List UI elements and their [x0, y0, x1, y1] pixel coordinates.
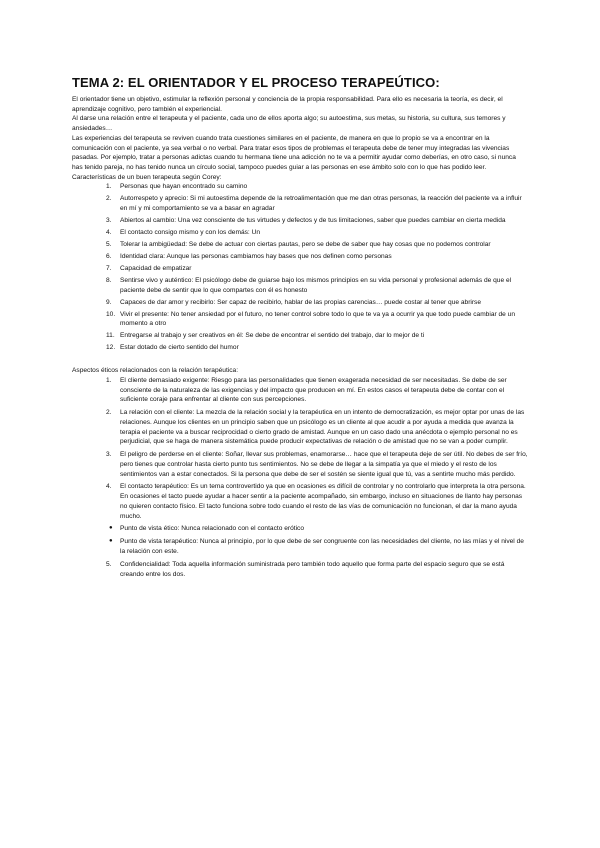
corey-characteristics-list — [72, 182, 528, 353]
list-bullet-item — [72, 524, 528, 534]
list-item — [72, 331, 528, 341]
list-item-text: Capacidad de empatizar — [120, 265, 192, 273]
list-item-text: Confidencialidad: Toda aquella información suministrada pero también todo aquello que forma parte del espacio seguro que se está creando entre los dos. — [120, 560, 505, 578]
list-item — [72, 376, 528, 405]
list-item-text: Entregarse al trabajo y ser creativos en él: Se debe de encontrar el sentido del trabajo, dar lo mejor de ti — [120, 332, 425, 340]
list-item — [72, 194, 528, 213]
list-number: 6. — [106, 253, 112, 261]
list-item — [72, 450, 528, 479]
paragraph: Las experiencias del terapeuta se reviven cuando trata cuestiones similares en el paciente, de manera en que lo propio se va a encontrar en la comunicación con el paciente, ya sea verbal o no verbal. Para tratar esos tipos de problemas el terapeuta debe de tener muy integradas las vivencias pasadas. Por ejemplo, tratar a personas adictas cuando tu hermana tiene una adicción no te va a permitir ayudar como deberías, en otro caso, si nunca has tenido pareja, no has tenido nunca un círculo social, tampoco puedes guiar a las personas en ese ámbito solo con lo que has podido leer. — [72, 134, 516, 171]
list-item-text: Tolerar la ambigüedad: Se debe de actuar con ciertas pautas, pero se debe de saber que hay cosas que no podemos controlar — [120, 241, 491, 249]
list-item-text: Sentirse vivo y auténtico: El psicólogo debe de guiarse bajo los mismos principios en su vida personal y profesional además de que el paciente debe de sentir que lo que compartes con él es honesto — [120, 277, 512, 294]
list-number: 1. — [106, 376, 112, 384]
list-item — [72, 560, 528, 579]
list-number: 10. — [106, 310, 116, 318]
list-item-text: El contacto terapéutico: Es un tema controvertido ya que en ocasiones es difícil de controlar y no controlarlo que interpreta la otra persona. En ocasiones el tacto puede ayudar a hacer sentir a la paciente acompañado, sin embargo, incluso en situaciones de llanto hay personas no quieren contacto físico. El tacto funciona sobre todo cuando el resto de las vías de comunicación no funcionan, el dar la mano ayuda mucho. — [120, 483, 526, 520]
list-item — [72, 482, 528, 521]
list-number: 5. — [106, 241, 112, 249]
list-number: 11. — [106, 332, 115, 340]
list-item — [72, 240, 528, 250]
paragraph: Al darse una relación entre el terapeuta y el paciente, cada uno de ellos aporta algo; su autoestima, sus metas, su historia, su cultura, sus temores y ansiedades… — [72, 115, 506, 133]
document-body — [72, 75, 528, 583]
list-item-text: El peligro de perderse en el cliente: Soñar, llevar sus problemas, enamorarse… hace que el terapeuta deje de ser útil. No debes de ser frío, pero tienes que controlar hasta cierto punto tus sentimientos. No se debe de llegar a la simpatía ya que el miedo y el resto de los sentimientos van a estar conectados. Si la persona que debe de ser el sostén se siente igual que tú, vas a sentirte mucho más perdido. — [120, 451, 528, 478]
list-number: 3. — [106, 451, 112, 459]
list-item-text: Punto de vista ético: Nunca relacionado con el contacto erótico — [120, 525, 305, 533]
list-item-text: El contacto consigo mismo y con los demás: Un — [120, 229, 260, 237]
list-number: 1. — [106, 183, 112, 191]
list-item — [72, 276, 528, 295]
list-item-text: El cliente demasiado exigente: Riesgo para las personalidades que tienen exagerada necesidad de ser necesitadas. Se debe de ser consciente de la naturaleza de las exigencias y del impacto que producen en mí. En estos casos el terapeuta debe de contar con el suficiente coraje para enfrentar al cliente con sus percepciones. — [120, 376, 507, 404]
section-heading-corey: Características de un buen terapeuta según Corey: — [72, 173, 222, 181]
list-item-text: Punto de vista terapéutico: Nunca al principio, por lo que debe de ser congruente con las necesidades del cliente, no las mías y el nivel de la relación con este. — [120, 538, 524, 556]
list-item — [72, 298, 528, 308]
bullet-icon: ● — [109, 538, 113, 545]
bullet-icon: ● — [109, 525, 113, 532]
list-number: 4. — [106, 483, 112, 491]
list-item — [72, 408, 528, 447]
list-item — [72, 182, 528, 192]
list-item-text: Personas que hayan encontrado su camino — [120, 183, 248, 191]
list-number: 5. — [106, 560, 112, 568]
list-number: 7. — [106, 265, 112, 273]
list-item-text: Abiertos al cambio: Una vez consciente de tus virtudes y defectos y de tus limitaciones, saber que puedes cambiar en cierta medida — [120, 217, 506, 225]
list-item — [72, 343, 528, 353]
list-item — [72, 252, 528, 262]
list-item-text: Vivir el presente: No tener ansiedad por el futuro, no tener control sobre todo lo que te va ya a ocurrir ya que todo puede cambiar de un momento a otro — [120, 310, 516, 328]
ethical-aspects-list — [72, 376, 528, 579]
list-item-text: Identidad clara: Aunque las personas cambiamos hay bases que nos definen como personas — [120, 253, 392, 261]
list-item-text: Estar dotado de cierto sentido del humor — [120, 344, 239, 352]
list-bullet-item — [72, 537, 528, 556]
list-number: 9. — [106, 298, 112, 306]
list-item — [72, 310, 528, 329]
list-item — [72, 216, 528, 226]
list-item-text: Capaces de dar amor y recibirlo: Ser capaz de recibirlo, hablar de las propias carencias… puede costar al tener que abrirse — [120, 298, 482, 306]
list-number: 4. — [106, 229, 112, 237]
paragraph: El orientador tiene un objetivo, estimular la reflexión personal y conciencia de la propia responsabilidad. Para ello es necesaria la teoría, es decir, el aprendizaje cognitivo, pero también el experiencial. — [72, 96, 503, 113]
list-number: 8. — [106, 277, 112, 285]
list-number: 2. — [106, 195, 112, 203]
list-number: 2. — [106, 409, 112, 417]
list-number: 3. — [106, 217, 112, 225]
list-item-text: La relación con el cliente: La mezcla de la relación social y la terapéutica en un intento de democratización, es mejor optar por unas de las relaciones. Aunque los clientes en un principio saben que un psicólogo es un cliente al que acudir a por ayuda a medida que avanza la terapia el paciente va a buscar reciprocidad o cierto grado de amistad. Aunque en un caso dado una anécdota o ejemplo personal no es perjudicial, que se haga de manera sistemática puede producir expectativas de relación o de amistad que no se van a poder cumplir. — [120, 409, 525, 446]
list-number: 12. — [106, 344, 116, 352]
page-title: TEMA 2: EL ORIENTADOR Y EL PROCESO TERAPEÚTICO: — [72, 75, 440, 90]
list-item-text: Autorrespeto y aprecio: Si mi autoestima depende de la retroalimentación que me dan otras personas, la reacción del paciente va a influir en mí y mi comportamiento se va a basar en agradar — [120, 195, 522, 213]
list-item — [72, 264, 528, 274]
section-heading-ethics: Aspectos éticos relacionados con la relación terapéutica: — [72, 367, 239, 375]
list-item — [72, 228, 528, 238]
